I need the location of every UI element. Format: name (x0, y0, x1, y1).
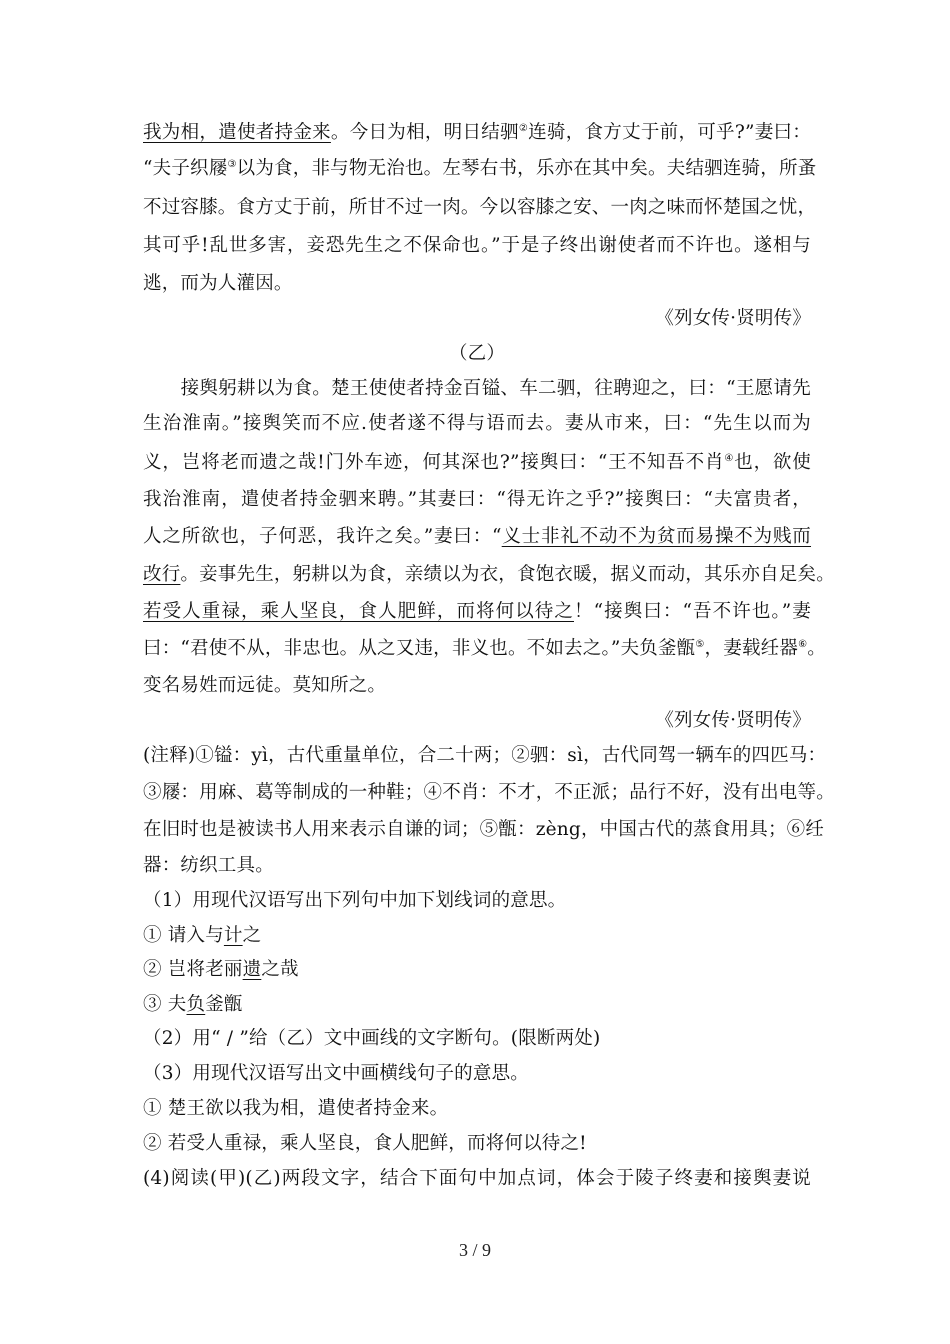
note-line-2: ③屦：用麻、葛等制成的一种鞋；④不肖：不才，不正派；品行不好，没有出电等。 (143, 782, 835, 803)
text: “夫子织屦 (143, 158, 228, 179)
yi-line-1: 接舆躬耕以为食。楚王使使者持金百镒、车二驷，往聘迎之，曰：“王愿请先 (143, 378, 811, 399)
question-2-prompt: （2）用“ / ”给（乙）文中画线的文字断句。(限断两处) (143, 1028, 601, 1049)
text: 曰：“君使不从，非忠也。从之又违，非义也。不如去之。”夫负釜甑 (143, 638, 696, 659)
text: ，妻载纴器 (704, 638, 799, 659)
text: 。今日为相，明日结驷 (330, 122, 519, 143)
text: 也，欲使 (734, 452, 812, 473)
text: 。妾事先生，躬耕以为食，亲绩以为衣，食饱衣暖，据义而动，其乐亦自足矣。 (180, 564, 835, 585)
jia-line-1 (143, 118, 811, 148)
jia-line-2 (143, 154, 817, 184)
yi-source: 《列女传·贤明传》 (655, 710, 811, 731)
question-1-item-1 (143, 921, 811, 951)
text: 以为食，非与物无治也。左琴右书，乐亦在其中矣。夫结驷连骑，所蚤 (236, 158, 817, 179)
jia-source: 《列女传·贤明传》 (655, 308, 811, 329)
text: 釜甑 (205, 994, 243, 1015)
yi-line-8 (143, 634, 826, 664)
underlined-word: 遗 (242, 959, 262, 980)
underlined-word: 计 (223, 925, 243, 946)
text: 人之所欲也，子何恶，我许之矣。”妻曰：“ (143, 526, 502, 547)
question-1-prompt: （1）用现代汉语写出下列句中加下划线词的意思。 (143, 890, 567, 911)
underlined-sentence: 我为相，遣使者持金来 (143, 122, 331, 143)
underlined-sentence: 改行 (143, 564, 181, 585)
underlined-sentence: 义士非礼不动不为贫而易操不为贱而 (501, 526, 812, 547)
footnote-marker: ④ (724, 453, 735, 464)
underlined-sentence: 若受人重禄，乘人坚良，食人肥鲜，而将何以待之 (143, 601, 574, 622)
item-number: ② (143, 959, 162, 980)
question-3-item-2: ② 若受人重禄，乘人坚良，食人肥鲜，而将何以待之! (143, 1133, 587, 1154)
underlined-word: 负 (186, 994, 206, 1015)
item-number: ① (143, 925, 162, 946)
yi-line-2: 生治淮南。”接舆笑而不应.使者遂不得与语而去。妻从市来，曰：“先生以而为 (143, 413, 811, 434)
note-line-1: (注释)①镒：yì，古代重量单位，合二十两；②驷：sì，古代同驾一辆车的四匹马： (143, 745, 827, 766)
question-4-prompt: (4)阅读(甲)(乙)两段文字，结合下面句中加点词，体会于陵子终妻和接舆妻说 (143, 1168, 811, 1189)
yi-line-3 (143, 448, 811, 478)
jia-line-3: 不过容膝。食方丈于前，所甘不过一肉。今以容膝之安、一肉之味而怀楚国之忧， (143, 197, 817, 218)
text: 之 (242, 925, 262, 946)
text: 之哉 (261, 959, 299, 980)
item-number: ③ (143, 994, 162, 1015)
note-line-3: 在旧时也是被读书人用来表示自谦的词；⑤甑：zèng，中国古代的蒸食用具；⑥纴 (143, 819, 825, 840)
footnote-marker: ⑥ (798, 639, 808, 650)
yi-heading: （乙） (448, 343, 506, 364)
question-1-item-2 (143, 955, 811, 985)
yi-line-7 (143, 597, 811, 627)
footnote-marker: ② (518, 123, 529, 134)
text: 义，岂将老而遗之哉!门外车迹，何其深也?”接舆曰：“王不知吾不肖 (143, 452, 725, 473)
question-1-item-3 (143, 990, 811, 1020)
text: 岂将老丽 (167, 959, 243, 980)
question-3-prompt: （3）用现代汉语写出文中画横线句子的意思。 (143, 1063, 529, 1084)
question-3-item-1: ① 楚王欲以我为相，遣使者持金来。 (143, 1098, 449, 1119)
yi-line-9: 变名易姓而远徒。莫知所之。 (143, 675, 387, 696)
yi-line-5 (143, 522, 811, 552)
footnote-marker: ③ (227, 159, 237, 170)
jia-line-5: 逃，而为人灌因。 (143, 273, 293, 294)
yi-line-4: 我治淮南，遣使者持金驷来聘。”其妻曰：“得无许之乎?”接舆曰：“夫富贵者， (143, 489, 811, 510)
yi-line-6 (143, 560, 835, 590)
text: 请入与 (167, 925, 224, 946)
text: 。 (807, 638, 826, 659)
page-number: 3 / 9 (458, 1240, 491, 1260)
note-line-4: 器：纺织工具。 (143, 855, 274, 876)
text: 连骑，食方丈于前，可乎?”妻曰： (528, 122, 811, 143)
text: 夫 (167, 994, 187, 1015)
text: ！“接舆曰：“吾不许也。”妻 (574, 601, 811, 622)
footnote-marker: ⑤ (695, 639, 705, 650)
jia-line-4: 其可乎!乱世多害，妾恐先生之不保命也。”于是子终出谢使者而不许也。遂相与 (143, 235, 811, 256)
